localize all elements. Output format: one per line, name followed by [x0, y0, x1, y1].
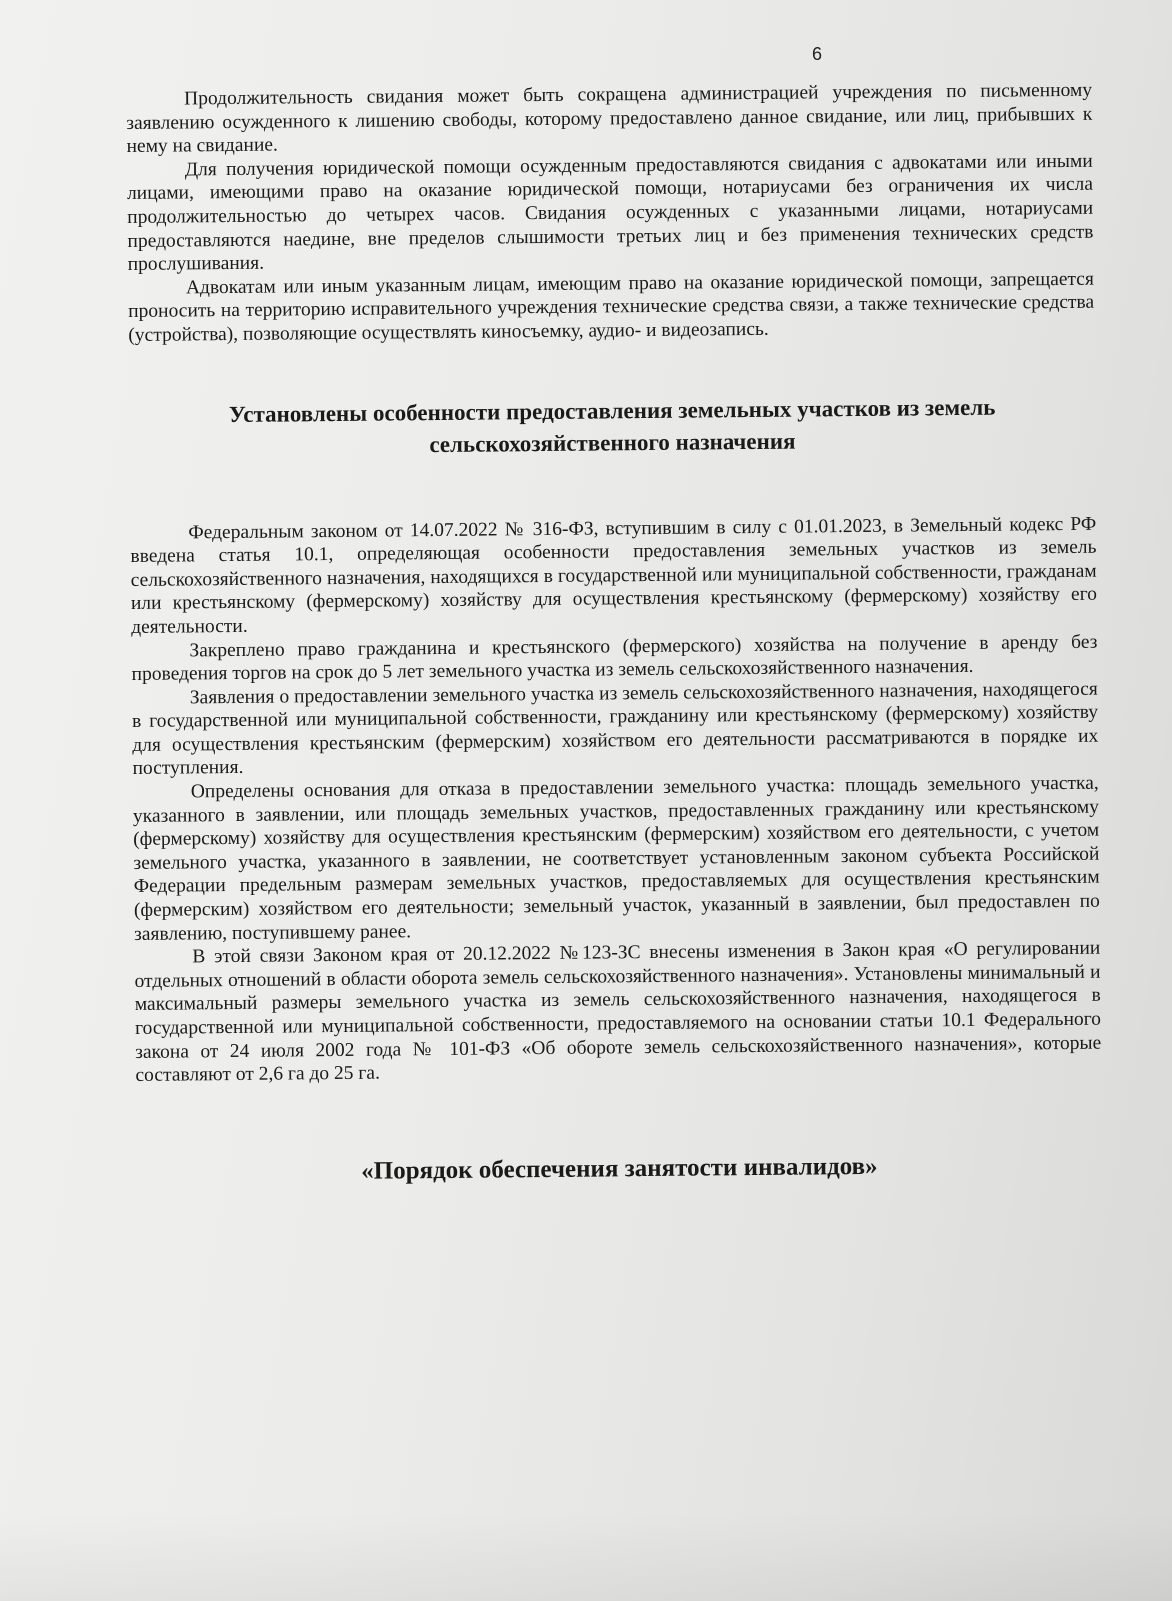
paragraph-applications-order: Заявления о предоставлении земельного участка из земель сельскохозяйственного назначения, находящегося в государственной или муниципальной собственности, гражданину или крестьянскому (фермерскому) хозяйству для осуществления крестьянским (фермерским) хозяйством его деятельности рассматриваются в порядке их поступления. — [131, 678, 1099, 780]
paragraph-federal-law: Федеральным законом от 14.07.2022 № 316-ФЗ, вступившим в силу с 01.01.2023, в Земельный кодекс РФ введена статья 10.1, определяющая особенности предоставления земельных участков из земель сельскохозяйственного назначения, находящихся в государственной или муниципальной собственности, гражданам или крестьянскому (фермерскому) хозяйству для осуществления крестьянскому (фермерскому) хозяйству его деятельности. — [130, 513, 1098, 638]
paragraph-regional-law: В этой связи Законом края от 20.12.2022 №123-ЗС внесены изменения в Закон края «О регулировании отдельных отношений в области оборота земель сельскохозяйственного назначения». Установлены минимальный и максимальный размеры земельного участка из земель сельскохозяйственного назначения, находящегося в государственной или муниципальной собственности, предоставляемого на основании статьи 10.1 Федерального закона от 24 июля 2002 года № 101-ФЗ «Об обороте земель сельскохозяйственного назначения», которые составляют от 2,6 га до 25 га. — [134, 937, 1102, 1087]
paragraph-lease-right: Закреплено право гражданина и крестьянского (фермерского) хозяйства на получение в аренду без проведения торгов на срок до 5 лет земельного участка из земель сельскохозяйственного назначения. — [131, 631, 1098, 686]
paragraph-visit-duration: Продолжительность свидания может быть сокращена администрацией учреждения по письменному заявлению осужденного к лишению свободы, которому предоставлено данное свидание, или лиц, прибывших к нему на свидание. — [126, 79, 1093, 158]
document-body — [126, 79, 1103, 1190]
page-shadow — [0, 1511, 1172, 1601]
section-heading-land-plots: Установлены особенности предоставления земельных участков из земель сельскохозяйственного назначения — [228, 394, 996, 457]
paragraph-lawyer-restrictions: Адвокатам или иным указанным лицам, имеющим право на оказание юридической помощи, запрещается проносить на территорию исправительного учреждения технические средства связи, а также технические средства (устройства), позволяющие осуществлять киносъемку, аудио- и видеозапись. — [128, 268, 1095, 346]
section-heading-disabled-employment: «Порядок обеспечения занятости инвалидов» — [361, 1152, 878, 1185]
page-number: 6 — [812, 44, 823, 64]
paragraph-legal-aid-visits: Для получения юридической помощи осужденным предоставляются свидания с адвокатами или иными лицами, имеющими право на оказание юридической помощи, нотариусами без ограничения их числа продолжительностью до четырех часов. Свидания осужденных с указанными лицами, нотариусами предоставляются наедине, вне пределов слышимости третьих лиц и без применения технических средств прослушивания. — [126, 150, 1094, 276]
paragraph-refusal-grounds: Определены основания для отказа в предоставлении земельного участка: площадь земельного участка, указанного в заявлении, или площадь земельных участков, предоставленных гражданину или крестьянскому (фермерскому) хозяйству для осуществления крестьянским (фермерским) хозяйством его деятельности, с учетом земельного участка, указанного в заявлении, не соответствует установленным законом субъекта Российской Федерации предельным размерам земельных участков, предоставляемых для осуществления крестьянским (фермерским) хозяйством его деятельности; земельный участок, указанный в заявлении, был предоставлен по заявлению, поступившему ранее. — [132, 772, 1100, 945]
